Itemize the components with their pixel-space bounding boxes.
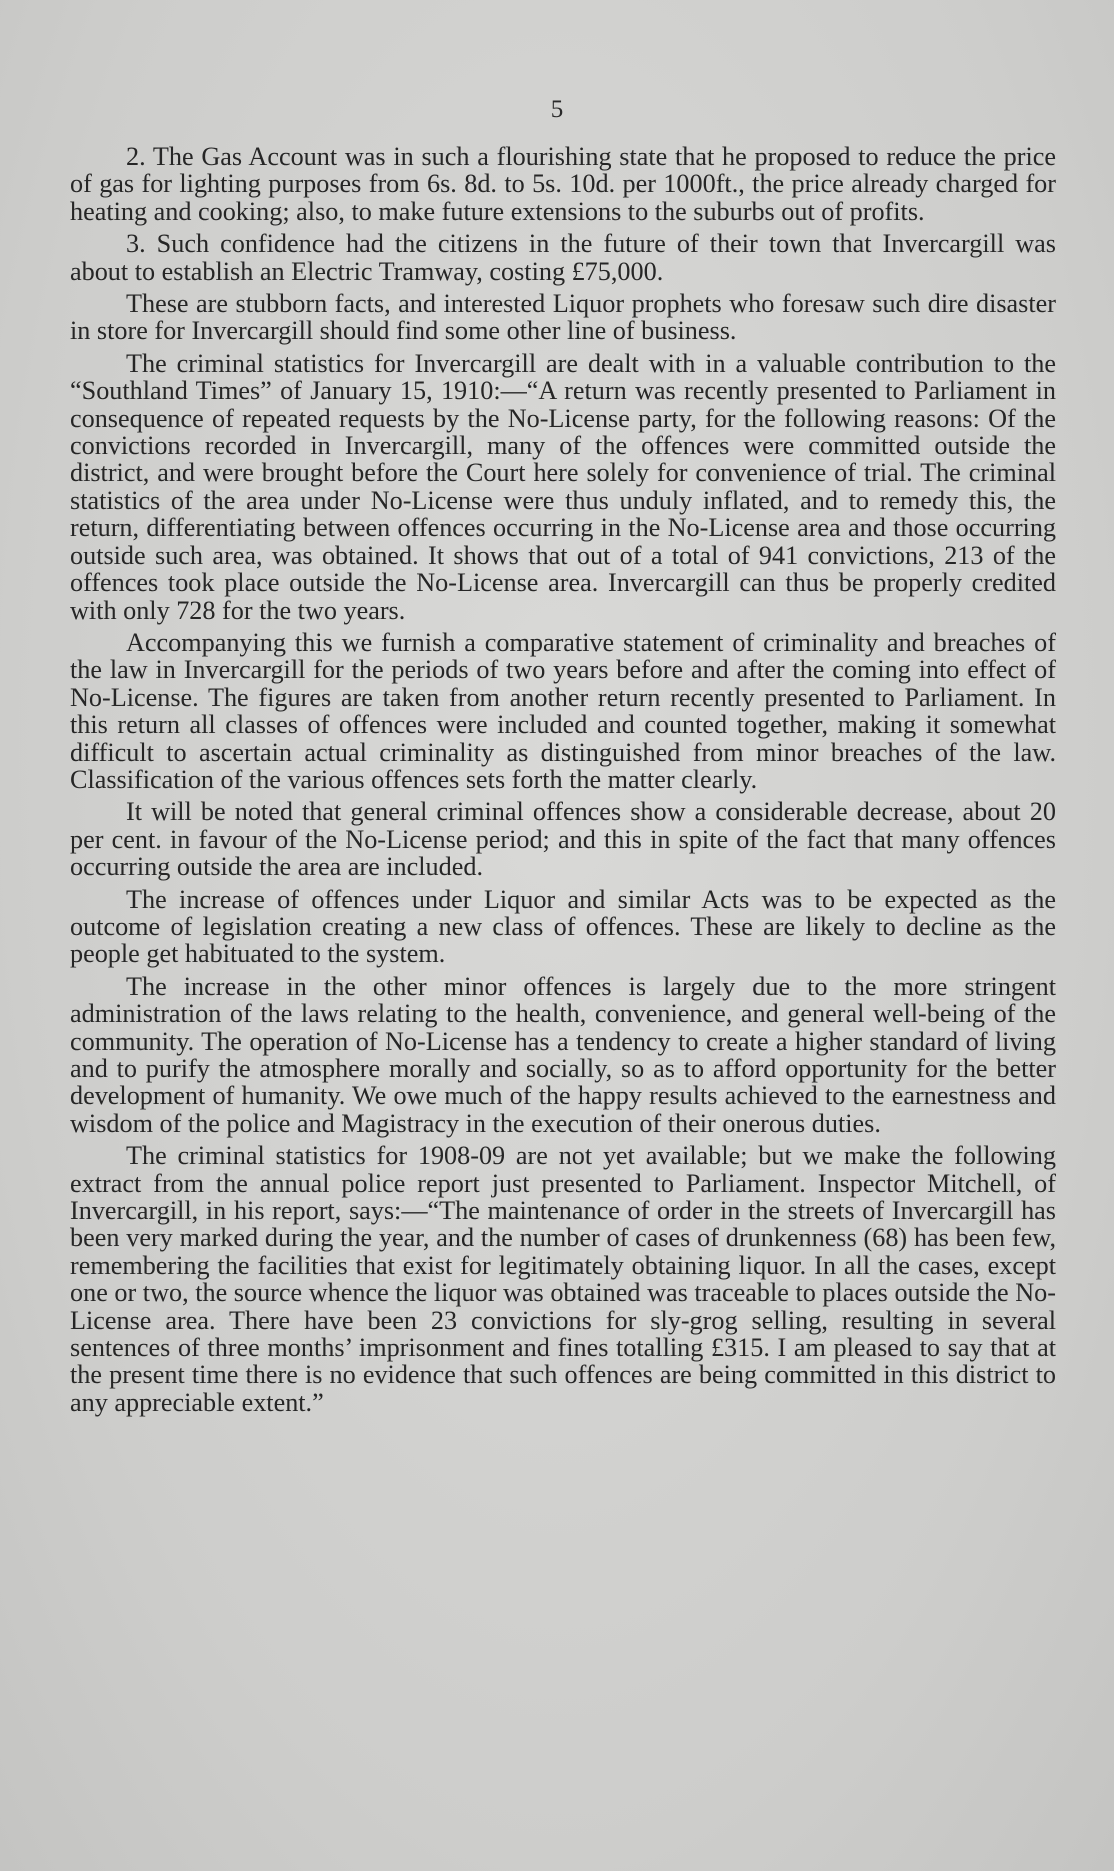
body-text: [70, 143, 1056, 1421]
paragraph-stubborn-facts: These are stubborn facts, and interested Liquor prophets who foresaw such dire disaster in store for Invercargill should find some other line of business.: [70, 289, 1056, 346]
paragraph-general-offences: It will be noted that general criminal offences show a considerable decrease, about 20 per cent. in favour of the No-License period; and this in spite of the fact that many offences occurring outside the area are included.: [70, 797, 1056, 882]
paragraph-comparative-statement: Accompanying this we furnish a comparative statement of criminality and breaches of the law in Invercargill for the periods of two years before and after the coming into effect of No-License. The figures are taken from another return recently presented to Parliament. In this return all classes of offences were included and counted together, making it somewhat difficult to ascertain actual criminality as distinguished from minor breaches of the law. Classification of the various offences sets forth the matter clearly.: [70, 627, 1056, 794]
page-number: 5: [550, 96, 564, 123]
paragraph-minor-offences: The increase in the other minor offences is largely due to the more stringent administration of the laws relating to the health, convenience, and general well-being of the community. The operation of No-License has a tendency to create a higher standard of living and to purify the atmosphere morally and socially, so as to afford opportunity for the better development of humanity. We owe much of the happy results achieved to the earnestness and wisdom of the police and Magistracy in the execution of their onerous duties.: [70, 971, 1056, 1138]
paragraph-electric-tramway: 3. Such confidence had the citizens in the future of their town that Invercargill was about to establish an Electric Tramway, costing £75,000.: [70, 229, 1056, 286]
paragraph-criminal-statistics: The criminal statistics for Invercargill are dealt with in a valuable contribution to the “Southland Times” of January 15, 1910:—“A return was recently presented to Parliament in consequence of repeated requests by the No-License party, for the following reasons: Of the convictions recorded in Invercargill, many of the offences were committed outside the district, and were brought before the Court here solely for convenience of trial. The criminal statistics of the area under No-License were thus unduly inflated, and to remedy this, the return, differentiating between offences occurring in the No-License area and those occurring outside such area, was obtained. It shows that out of a total of 941 convictions, 213 of the offences took place outside the No-License area. Invercargill can thus be properly credited with only 728 for the two years.: [70, 348, 1056, 625]
paragraph-gas-account: 2. The Gas Account was in such a flourishing state that he proposed to reduce the price of gas for lighting purposes from 6s. 8d. to 5s. 10d. per 1000ft., the price already charged for heating and cooking; also, to make future extensions to the suburbs out of profits.: [70, 142, 1056, 226]
paragraph-liquor-acts: The increase of offences under Liquor and similar Acts was to be expected as the outcome of legislation creating a new class of offences. These are likely to decline as the people get habituated to the system.: [70, 884, 1056, 969]
paragraph-police-report: The criminal statistics for 1908-09 are not yet available; but we make the following extract from the annual police report just presented to Parliament. Inspector Mitchell, of Invercargill, in his report, says:—“The maintenance of order in the streets of Invercargill has been very marked during the year, and the number of cases of drunkenness (68) has been few, remembering the facilities that exist for legitimately obtaining liquor. In all the cases, except one or two, the source whence the liquor was obtained was traceable to places outside the No-License area. There have been 23 convictions for sly-grog selling, resulting in several sentences of three months’ imprisonment and fines totalling £315. I am pleased to say that at the present time there is no evidence that such offences are being committed in this district to any appreciable extent.”: [70, 1141, 1056, 1417]
